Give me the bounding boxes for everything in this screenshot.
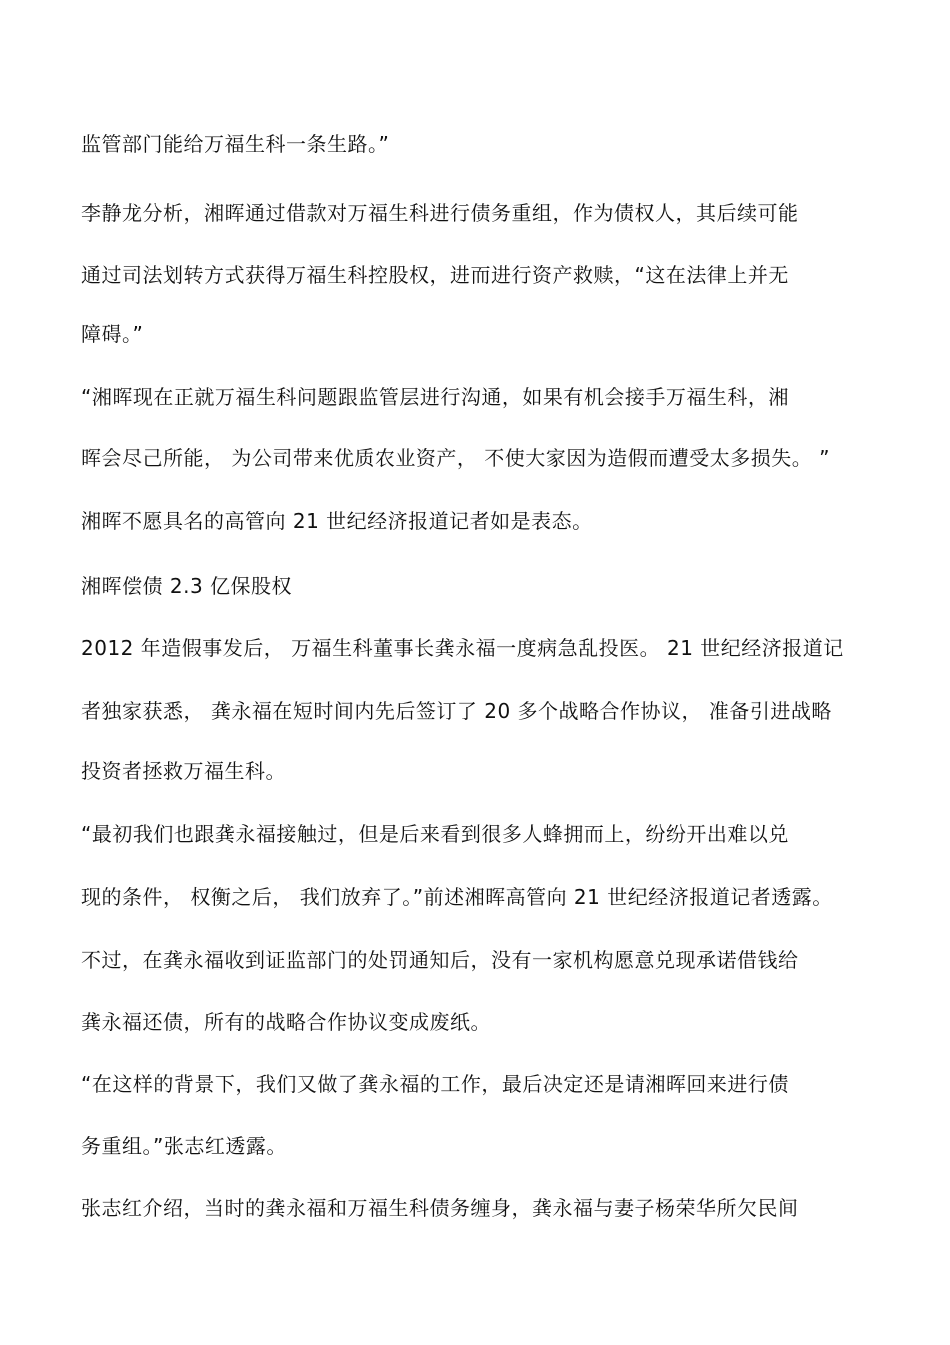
text-line: 者独家获悉， 龚永福在短时间内先后签订了 20 多个战略合作协议， 准备引进战略 bbox=[81, 699, 832, 723]
text-line: 李静龙分析，湘晖通过借款对万福生科进行债务重组，作为债权人，其后续可能 bbox=[81, 201, 799, 225]
text-line: 障碍。” bbox=[81, 322, 144, 346]
text-line: 务重组。”张志红透露。 bbox=[81, 1134, 287, 1158]
text-line: “湘晖现在正就万福生科问题跟监管层进行沟通，如果有机会接手万福生科，湘 bbox=[81, 385, 789, 409]
section-heading: 湘晖偿债 2.3 亿保股权 bbox=[81, 574, 293, 598]
text-line: 晖会尽己所能， 为公司带来优质农业资产， 不使大家因为造假而遭受太多损失。 ” bbox=[81, 446, 830, 470]
text-line: 投资者拯救万福生科。 bbox=[81, 759, 286, 783]
text-line: 张志红介绍，当时的龚永福和万福生科债务缠身，龚永福与妻子杨荣华所欠民间 bbox=[81, 1196, 799, 1220]
text-line: 现的条件， 权衡之后， 我们放弃了。”前述湘晖高管向 21 世纪经济报道记者透露。 bbox=[81, 885, 833, 909]
text-line: “在这样的背景下，我们又做了龚永福的工作，最后决定还是请湘晖回来进行债 bbox=[81, 1072, 789, 1096]
text-line: 不过，在龚永福收到证监部门的处罚通知后，没有一家机构愿意兑现承诺借钱给 bbox=[81, 948, 799, 972]
text-line: 湘晖不愿具名的高管向 21 世纪经济报道记者如是表态。 bbox=[81, 509, 593, 533]
text-line: “最初我们也跟龚永福接触过，但是后来看到很多人蜂拥而上，纷纷开出难以兑 bbox=[81, 822, 789, 846]
text-line: 通过司法划转方式获得万福生科控股权，进而进行资产救赎，“这在法律上并无 bbox=[81, 263, 789, 287]
text-line: 监管部门能给万福生科一条生路。” bbox=[81, 132, 390, 156]
text-line: 龚永福还债，所有的战略合作协议变成废纸。 bbox=[81, 1010, 491, 1034]
text-line: 2012 年造假事发后， 万福生科董事长龚永福一度病急乱投医。 21 世纪经济报道记 bbox=[81, 636, 844, 660]
